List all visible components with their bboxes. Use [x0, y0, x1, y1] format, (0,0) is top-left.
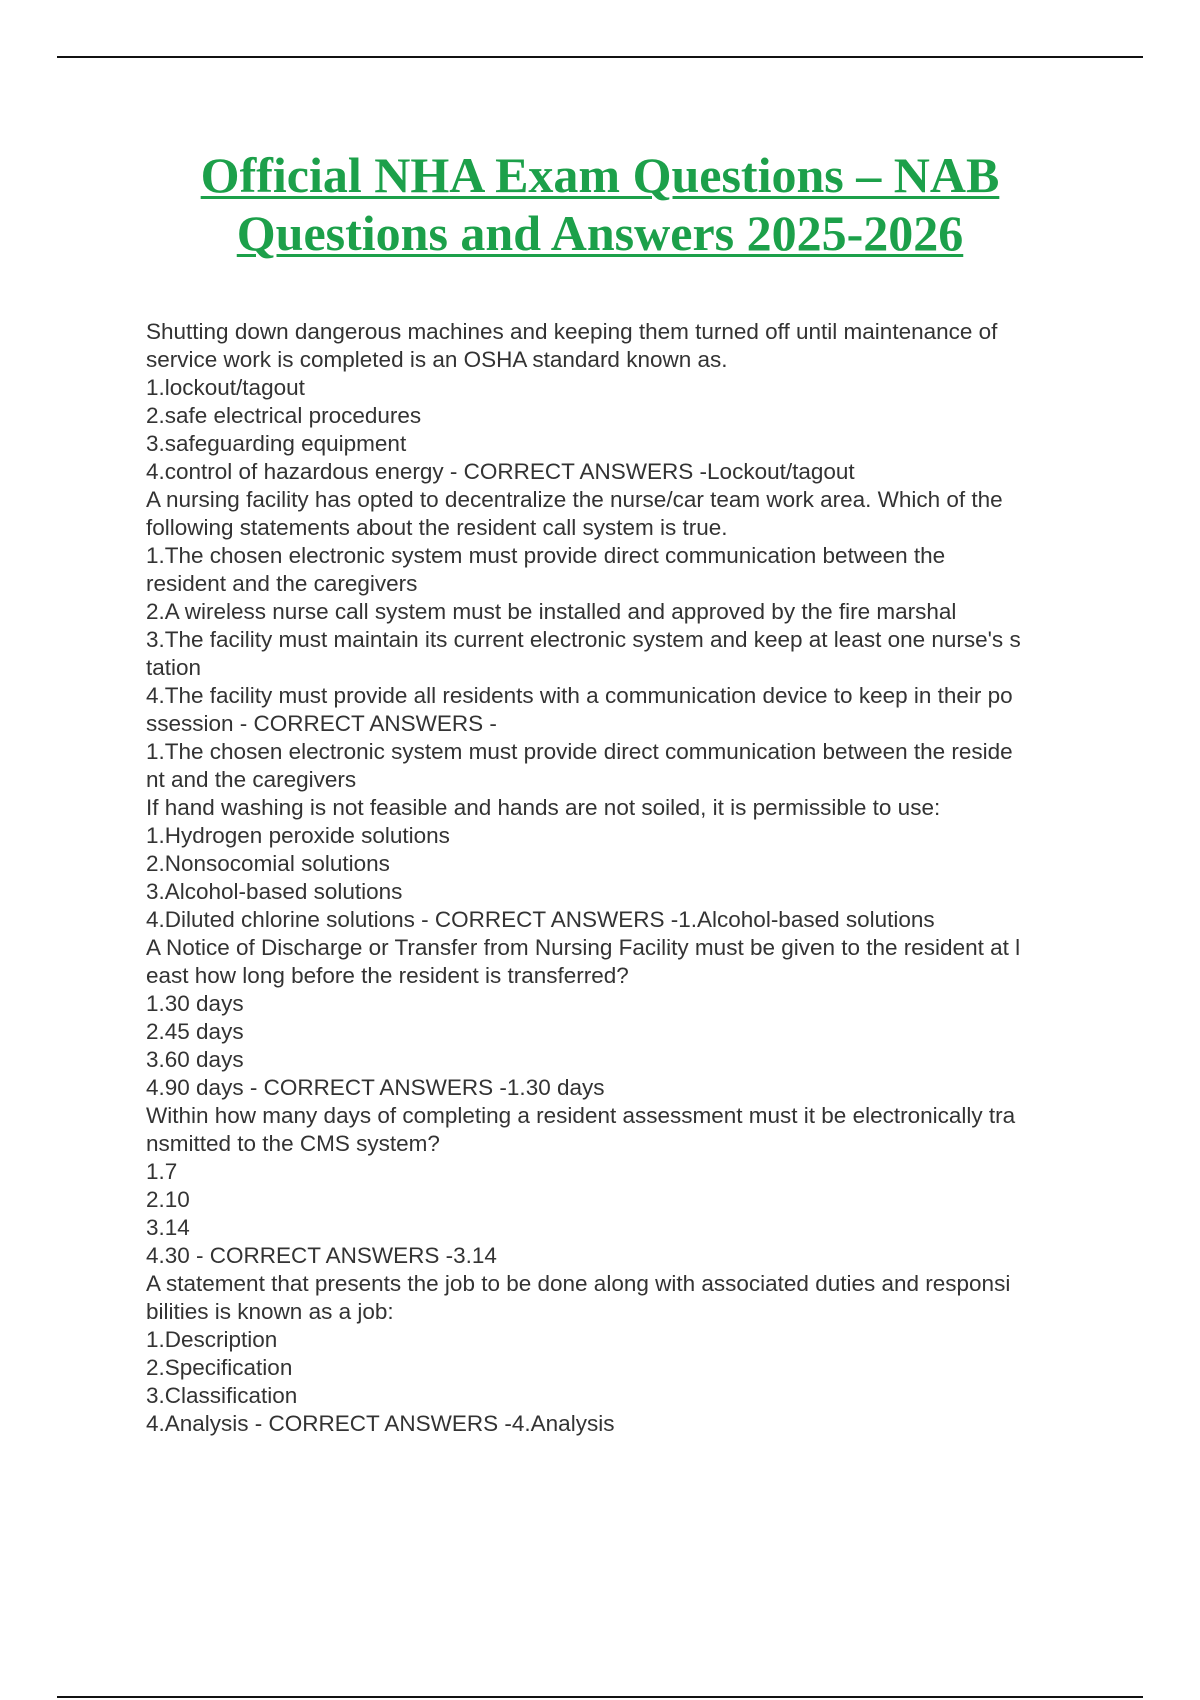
qa-body	[146, 318, 1096, 1438]
text-line: A statement that presents the job to be done along with associated duties and responsi	[146, 1271, 1011, 1296]
text-line: 4.Analysis - CORRECT ANSWERS -4.Analysis	[146, 1411, 615, 1436]
page-title	[0, 146, 1200, 262]
text-line: 2.Specification	[146, 1355, 293, 1380]
title-line-2: Questions and Answers 2025-2026	[236, 205, 964, 261]
text-line: 4.90 days - CORRECT ANSWERS -1.30 days	[146, 1075, 605, 1100]
text-line: 3.Classification	[146, 1383, 298, 1408]
text-line: nt and the caregivers	[146, 767, 357, 792]
text-line: east how long before the resident is transferred?	[146, 963, 629, 988]
text-line: 3.safeguarding equipment	[146, 431, 407, 456]
text-line: Within how many days of completing a resident assessment must it be electronically tra	[146, 1103, 1016, 1128]
text-line: 4.Diluted chlorine solutions - CORRECT ANSWERS -1.Alcohol-based solutions	[146, 907, 935, 932]
text-line: 2.10	[146, 1187, 190, 1212]
text-line: 4.control of hazardous energy - CORRECT ANSWERS -Lockout/tagout	[146, 459, 855, 484]
text-line: resident and the caregivers	[146, 571, 418, 596]
text-line: 3.The facility must maintain its current electronic system and keep at least one nurse's s	[146, 627, 1021, 652]
text-line: service work is completed is an OSHA standard known as.	[146, 347, 728, 372]
text-line: 1.The chosen electronic system must provide direct communication between the reside	[146, 739, 1013, 764]
text-line: 2.safe electrical procedures	[146, 403, 422, 428]
text-line: 1.7	[146, 1159, 178, 1184]
text-line: 4.30 - CORRECT ANSWERS -3.14	[146, 1243, 497, 1268]
text-line: nsmitted to the CMS system?	[146, 1131, 440, 1156]
text-line: 1.Description	[146, 1327, 278, 1352]
text-line: 1.Hydrogen peroxide solutions	[146, 823, 450, 848]
title-line-1: Official NHA Exam Questions – NAB	[200, 147, 1000, 203]
text-line: 1.lockout/tagout	[146, 375, 305, 400]
text-line: ssession - CORRECT ANSWERS -	[146, 711, 497, 736]
text-line: A Notice of Discharge or Transfer from Nursing Facility must be given to the resident at l	[146, 935, 1021, 960]
text-line: 3.60 days	[146, 1047, 244, 1072]
text-line: 2.A wireless nurse call system must be installed and approved by the fire marshal	[146, 599, 957, 624]
text-line: 3.Alcohol-based solutions	[146, 879, 403, 904]
text-line: 1.30 days	[146, 991, 244, 1016]
bottom-rule	[57, 1696, 1143, 1698]
text-line: 2.45 days	[146, 1019, 244, 1044]
text-line: tation	[146, 655, 202, 680]
top-rule	[57, 56, 1143, 58]
text-line: 1.The chosen electronic system must provide direct communication between the	[146, 543, 946, 568]
text-line: 4.The facility must provide all residents with a communication device to keep in their po	[146, 683, 1013, 708]
text-line: If hand washing is not feasible and hands are not soiled, it is permissible to use:	[146, 795, 941, 820]
text-line: following statements about the resident call system is true.	[146, 515, 728, 540]
text-line: bilities is known as a job:	[146, 1299, 394, 1324]
text-line: 2.Nonsocomial solutions	[146, 851, 390, 876]
text-line: Shutting down dangerous machines and keeping them turned off until maintenance of	[146, 319, 998, 344]
text-line: A nursing facility has opted to decentralize the nurse/car team work area. Which of the	[146, 487, 1003, 512]
text-line: 3.14	[146, 1215, 190, 1240]
